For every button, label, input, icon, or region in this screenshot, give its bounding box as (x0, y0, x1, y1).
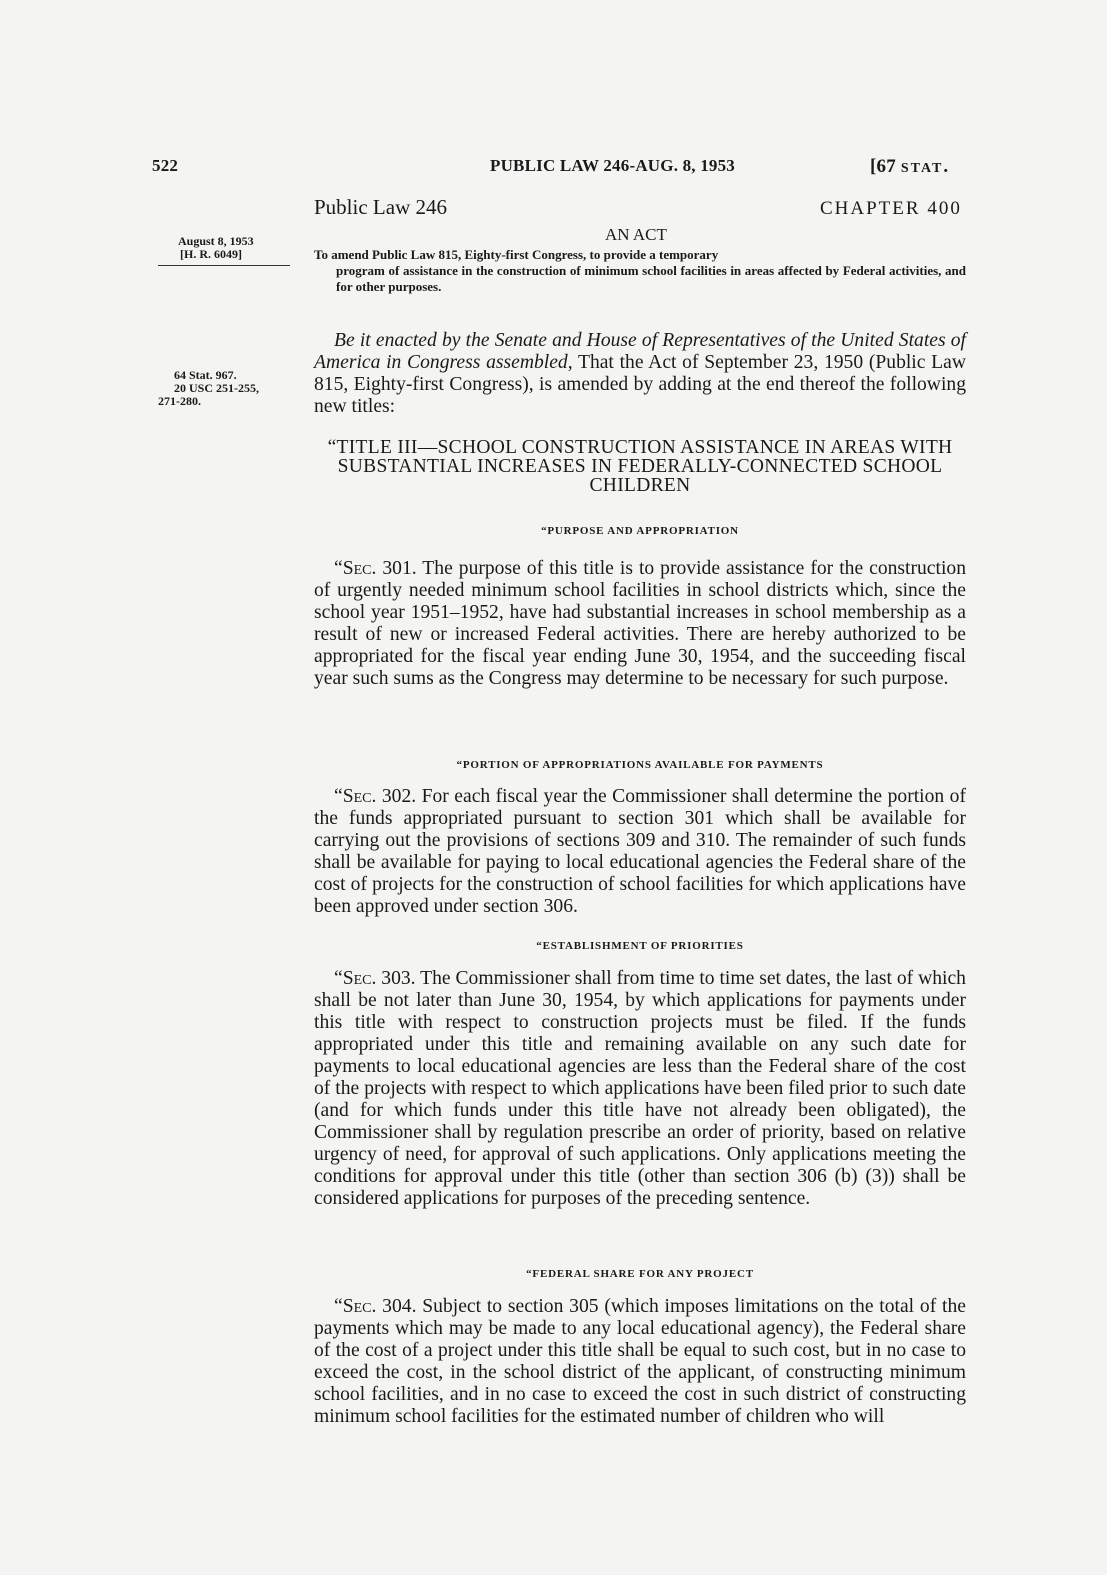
an-act-heading: AN ACT (605, 225, 667, 244)
enacting-clause (314, 330, 966, 418)
margin-note-statutes (150, 369, 290, 408)
margin-rule (158, 265, 290, 266)
act-summary-first: To amend Public Law 815, Eighty-first Congress, to provide a temporary (314, 247, 719, 262)
chapter-label: CHAPTER 400 (820, 198, 962, 219)
section-label: “Sec. 302. (334, 786, 417, 807)
margin-ref-2: 20 USC 251-255, (174, 381, 260, 395)
section-label: “Sec. 304. (334, 1296, 417, 1317)
margin-ref-1: 64 Stat. 967. (174, 368, 237, 382)
section-304 (314, 1296, 966, 1428)
public-law-label: Public Law 246 (314, 195, 447, 219)
section-label: “Sec. 301. (334, 558, 417, 579)
section-303 (314, 968, 966, 1210)
margin-ref-3: 271-280. (158, 394, 201, 408)
section-text: The Commissioner shall from time to time set dates, the last of which shall be not later than June 30, 1954, by which applications for payments under this title with respect to construction projects must be filed. If the funds appropriated under this title and remaining available on any such date for payments to local educational agencies are less than the Federal share of the cost of the projects with respect to which applications have been filed prior to such date (and for which funds under this title have not already been obligated), the Commissioner shall by regulation prescribe an order of priority, based on relative urgency of need, for approval of such applications. Only applications meeting the conditions for approval under this title (other than section 306 (b) (3)) shall be considered applications for purposes of the preceding sentence. (314, 968, 966, 1209)
statute-reference (870, 156, 948, 178)
page-number: 522 (152, 156, 179, 175)
enacting-italic: Be it enacted by the Senate and House of Representatives of the United States of America in Congress assembled, (314, 330, 966, 373)
margin-date: August 8, 1953 (178, 234, 254, 248)
section-301 (314, 558, 966, 690)
section-caption: “PORTION OF APPROPRIATIONS AVAILABLE FOR PAYMENTS (456, 759, 824, 771)
margin-bill: [H. R. 6049] (180, 247, 242, 261)
title-heading: “TITLE III—SCHOOL CONSTRUCTION ASSISTANCE IN AREAS WITH SUBSTANTIAL INCREASES IN FEDERALLY-CONNECTED SCHOOL CHILDREN (327, 437, 953, 496)
section-302 (314, 786, 966, 918)
statute-ref-close: . (943, 156, 949, 177)
section-caption: “ESTABLISHMENT OF PRIORITIES (536, 940, 744, 952)
section-text: The purpose of this title is to provide assistance for the construction of urgently needed minimum school facilities in school districts which, since the school year 1951–1952, have had substantial increases in school membership as a result of new or increased Federal activities. There are hereby authorized to be appropriated for the fiscal year ending June 30, 1954, and the succeeding fiscal year such sums as the Congress may determine to be necessary for such purpose. (314, 558, 966, 689)
section-label: “Sec. 303. (334, 968, 416, 989)
section-caption: “PURPOSE AND APPROPRIATION (541, 525, 739, 537)
section-text: Subject to section 305 (which imposes limitations on the total of the payments which may be made to any local educational agency), the Federal share of the cost of a project under this title shall be equal to such cost, but in no case to exceed the cost, in the school district of the applicant, of constructing minimum school facilities, and in no case to exceed the cost in such district of constructing minimum school facilities for the estimated number of children who will (314, 1296, 966, 1427)
statute-ref-stat: STAT (900, 161, 944, 176)
act-summary (314, 247, 966, 295)
section-text: For each fiscal year the Commissioner shall determine the portion of the funds appropriated pursuant to section 301 which shall be available for carrying out the provisions of sections 309 and 310. The remainder of such funds shall be available for paying to local educational agencies the Federal share of the cost of projects for the construction of school facilities for which applications have been approved under section 306. (314, 786, 966, 917)
margin-note-date (150, 235, 290, 261)
section-caption: “FEDERAL SHARE FOR ANY PROJECT (526, 1268, 754, 1280)
statute-ref-open: [67 (870, 156, 901, 177)
enacting-rest: That the Act of September 23, 1950 (Public Law 815, Eighty-first Congress), is amended by adding at the end thereof the following new titles: (314, 352, 966, 417)
act-summary-cont: program of assistance in the construction of minimum school facilities in areas affected by Federal activities, and for other purposes. (336, 263, 966, 294)
running-title: PUBLIC LAW 246-AUG. 8, 1953 (490, 156, 735, 175)
